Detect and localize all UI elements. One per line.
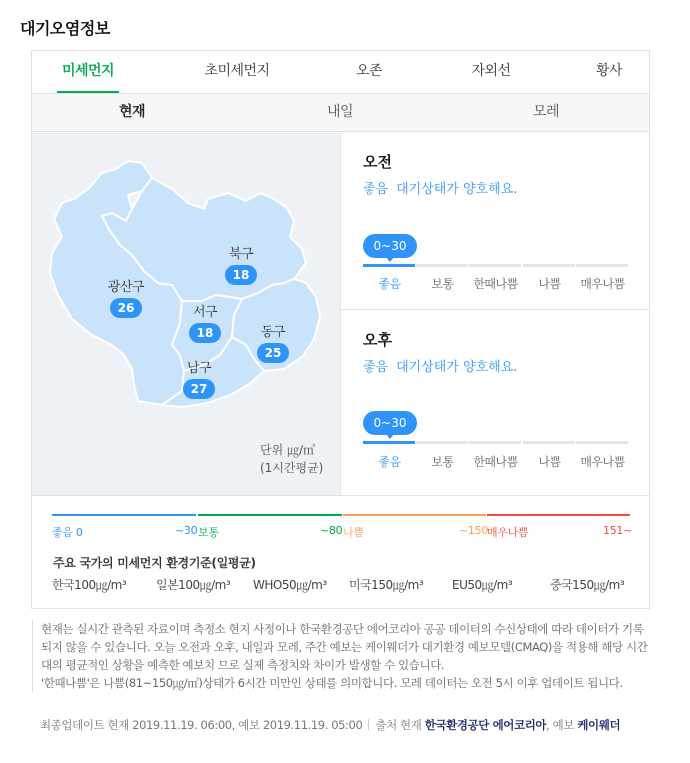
level-label: 매우나쁨 bbox=[580, 455, 625, 469]
info-notes bbox=[32, 620, 652, 692]
district-buk[interactable] bbox=[211, 247, 271, 285]
district-dong[interactable] bbox=[243, 325, 303, 363]
level-label: 좋음 bbox=[378, 277, 401, 291]
district-name: 동구 bbox=[260, 325, 286, 340]
forecast-message: 대기상태가 양호해요. bbox=[396, 360, 518, 375]
pollutant-tabs bbox=[32, 51, 649, 94]
district-value: 18 bbox=[225, 265, 257, 285]
tab-yellow-dust[interactable]: 황사 bbox=[595, 63, 623, 79]
airkorea-link[interactable]: 한국환경공단 에어코리아 bbox=[424, 718, 547, 732]
standard-eu: EU50㎍/m³ bbox=[452, 578, 513, 592]
level-seg bbox=[363, 264, 415, 267]
tab-ozone[interactable]: 오존 bbox=[355, 63, 383, 79]
legend-bar-bad bbox=[343, 514, 486, 516]
level-label: 매우나쁨 bbox=[580, 277, 625, 291]
district-value: 25 bbox=[257, 343, 289, 363]
source-mid: , 예보 bbox=[546, 718, 575, 732]
standard-usa: 미국150㎍/m³ bbox=[349, 578, 424, 592]
legend-good-label: 좋음 0 bbox=[52, 526, 83, 539]
level-bar bbox=[363, 264, 629, 267]
standard-japan: 일본100㎍/m³ bbox=[156, 578, 231, 592]
note-paragraph: '한때나쁨'은 나쁨(81~150㎍/㎥)상태가 6시간 미만인 상태를 의미합니다. 모레 데이터는 오전 5시 이후 업데이트 됩니다. bbox=[41, 676, 623, 690]
level-label: 한때나쁨 bbox=[473, 455, 518, 469]
level-seg bbox=[469, 441, 521, 444]
air-quality-panel bbox=[31, 50, 650, 609]
level-seg bbox=[523, 441, 575, 444]
forecast-am bbox=[341, 133, 649, 309]
district-map bbox=[32, 133, 341, 495]
district-nam[interactable] bbox=[169, 361, 229, 399]
standard-who: WHO50㎍/m³ bbox=[253, 578, 327, 592]
district-value: 26 bbox=[110, 298, 142, 318]
legend-normal-label: 보통 bbox=[198, 526, 219, 539]
level-seg bbox=[416, 441, 468, 444]
district-name: 광산구 bbox=[107, 280, 145, 295]
standard-korea: 한국100㎍/m³ bbox=[52, 578, 127, 592]
district-value: 18 bbox=[189, 323, 221, 343]
level-seg bbox=[576, 264, 628, 267]
separator bbox=[368, 719, 369, 730]
forecast-title: 오전 bbox=[363, 153, 392, 171]
source-prefix: 출처 현재 bbox=[375, 718, 422, 732]
tab-today[interactable]: 현재 bbox=[118, 104, 146, 120]
district-name: 남구 bbox=[186, 361, 212, 376]
level-label: 보통 bbox=[431, 277, 454, 291]
unit-label bbox=[260, 441, 323, 477]
tab-fine-dust[interactable]: 미세먼지 bbox=[57, 51, 119, 93]
tab-tomorrow[interactable]: 내일 bbox=[326, 104, 354, 120]
legend-bar-very-bad bbox=[487, 514, 630, 516]
forecast-message: 대기상태가 양호해요. bbox=[396, 182, 518, 197]
legend-very-bad-label: 매우나쁨 bbox=[487, 526, 529, 539]
forecast-status bbox=[363, 356, 517, 375]
legend-good-max: ~30 bbox=[175, 524, 198, 537]
forecast-status bbox=[363, 178, 517, 197]
district-name: 서구 bbox=[192, 305, 218, 320]
level-label: 좋음 bbox=[378, 455, 401, 469]
district-value: 27 bbox=[183, 379, 215, 399]
day-tabs bbox=[32, 94, 649, 132]
standard-china: 중국150㎍/m³ bbox=[550, 578, 625, 592]
level-label: 나쁨 bbox=[538, 455, 561, 469]
legend-bar-normal bbox=[198, 514, 342, 516]
update-info bbox=[40, 716, 650, 735]
legend-bar-good bbox=[52, 514, 196, 516]
unit-note: (1시간평균) bbox=[260, 461, 324, 475]
level-legend bbox=[32, 495, 649, 609]
legend-very-bad-min: 151~ bbox=[603, 524, 633, 537]
level-seg bbox=[363, 441, 415, 444]
kweather-link[interactable]: 케이웨더 bbox=[577, 718, 621, 732]
forecast-level: 좋음 bbox=[363, 360, 389, 375]
level-label: 나쁨 bbox=[538, 277, 561, 291]
tab-uv[interactable]: 자외선 bbox=[471, 63, 511, 79]
forecast-level: 좋음 bbox=[363, 182, 389, 197]
level-label: 한때나쁨 bbox=[473, 277, 518, 291]
district-name: 북구 bbox=[228, 247, 254, 262]
range-bubble: 0~30 bbox=[363, 411, 417, 435]
level-bar bbox=[363, 441, 629, 444]
legend-normal-max: ~80 bbox=[320, 524, 343, 537]
legend-bad-label: 나쁨 bbox=[343, 526, 364, 539]
update-time: 최종업데이트 현재 2019.11.19. 06:00, 예보 2019.11.19. 05:00 bbox=[40, 718, 363, 732]
level-seg bbox=[416, 264, 468, 267]
page-title: 대기오염정보 bbox=[20, 19, 110, 38]
standards-title: 주요 국가의 미세먼지 환경기준(일평균) bbox=[53, 556, 256, 570]
note-paragraph: 현재는 실시간 관측된 자료이며 측정소 현지 사정이나 한국환경공단 에어코리아 공공 데이터의 수신상태에 따라 데이터가 기록되지 않을 수 있습니다. 오늘 오전과 오후, 내일과 모레, 주간 예보는 케이웨더가 대기환경 예보모델(CMAQ)을 적용해 해당 시간대의 평균적인 상황을 예측한 예보치 므로 실제 측정치와 차이가 발생할 수 있습니다. bbox=[41, 622, 648, 672]
level-seg bbox=[469, 264, 521, 267]
range-bubble: 0~30 bbox=[363, 234, 417, 258]
unit-text: 단위 ㎍/㎥ bbox=[260, 443, 316, 457]
forecast-title: 오후 bbox=[363, 331, 392, 349]
level-seg bbox=[523, 264, 575, 267]
district-seo[interactable] bbox=[175, 305, 235, 343]
level-seg bbox=[576, 441, 628, 444]
level-label: 보통 bbox=[431, 455, 454, 469]
legend-bad-max: ~150 bbox=[459, 524, 489, 537]
tab-day-after[interactable]: 모레 bbox=[532, 104, 560, 120]
tab-ultrafine-dust[interactable]: 초미세먼지 bbox=[204, 63, 270, 79]
forecast-pm bbox=[341, 310, 649, 495]
district-gwangsan[interactable] bbox=[96, 280, 156, 318]
